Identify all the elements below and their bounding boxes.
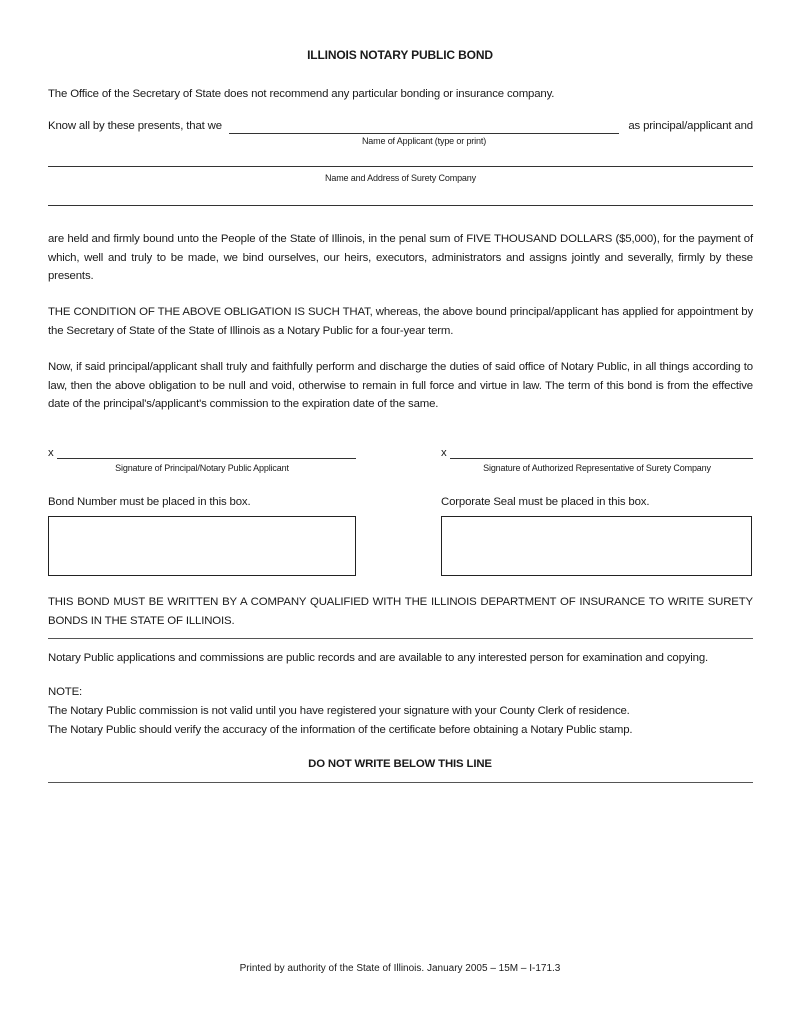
- principal-signature-field[interactable]: [57, 458, 356, 459]
- public-records-text: Notary Public applications and commissions are public records and are available to any interested person for examination and copying.: [48, 652, 709, 664]
- do-not-write-heading: DO NOT WRITE BELOW THIS LINE: [308, 758, 492, 770]
- surety-line-1[interactable]: [48, 166, 753, 167]
- surety-signature-field[interactable]: [450, 458, 753, 459]
- requirement-text: THIS BOND MUST BE WRITTEN BY A COMPANY QUALIFIED WITH THE ILLINOIS DEPARTMENT OF INSURANCE TO WRITE SURETY BONDS IN THE STATE OF ILLINOIS.: [48, 596, 753, 627]
- note-heading: NOTE:: [48, 686, 83, 698]
- know-all-prefix: Know all by these presents, that we: [48, 120, 222, 132]
- surety-signature-mark: x: [441, 447, 447, 459]
- applicant-name-field[interactable]: [229, 133, 619, 134]
- document-title: ILLINOIS NOTARY PUBLIC BOND: [307, 48, 493, 62]
- bond-number-label: Bond Number must be placed in this box.: [48, 496, 251, 508]
- surety-line-2[interactable]: [48, 205, 753, 206]
- surety-signature-label: Signature of Authorized Representative of Surety Company: [483, 463, 711, 473]
- applicant-name-label: Name of Applicant (type or print): [361, 136, 487, 146]
- disclaimer-text: The Office of the Secretary of State does not recommend any particular bonding or insurance company.: [48, 88, 555, 100]
- note-line: The Notary Public commission is not valid until you have registered your signature with your County Clerk of residence.: [48, 705, 630, 717]
- know-all-suffix: as principal/applicant and: [628, 120, 753, 132]
- bond-paragraph: are held and firmly bound unto the People of the State of Illinois, in the penal sum of FIVE THOUSAND DOLLARS ($5,000), for the payment of which, well and truly to be made, we bind ourselves, our heirs, executors, administrators and assigns jointly and severally, firmly by these presents.: [48, 233, 753, 282]
- principal-signature-label: Signature of Principal/Notary Public Applicant: [115, 463, 289, 473]
- do-not-write-line: [48, 782, 753, 783]
- corporate-seal-label: Corporate Seal must be placed in this box.: [441, 496, 650, 508]
- corporate-seal-box[interactable]: [441, 516, 752, 576]
- bond-number-box[interactable]: [48, 516, 356, 576]
- note-line: The Notary Public should verify the accuracy of the information of the certificate before obtaining a Notary Public stamp.: [48, 724, 633, 736]
- principal-signature-mark: x: [48, 447, 54, 459]
- divider: [48, 638, 753, 639]
- condition-paragraph: THE CONDITION OF THE ABOVE OBLIGATION IS SUCH THAT, whereas, the above bound principal/applicant has applied for appointment by the Secretary of State of the State of Illinois as a Notary Public for a four-year term.: [48, 306, 753, 337]
- footer-text: Printed by authority of the State of Illinois. January 2005 – 15M – I-171.3: [239, 963, 561, 974]
- obligation-paragraph: Now, if said principal/applicant shall truly and faithfully perform and discharge the duties of said office of Notary Public, in all things according to law, then the above obligation to be null and void, otherwise to remain in full force and virtue in law. The term of this bond is from the effective date of the principal's/applicant's commission to the expiration date of the same.: [48, 361, 753, 410]
- surety-label: Name and Address of Surety Company: [325, 173, 476, 183]
